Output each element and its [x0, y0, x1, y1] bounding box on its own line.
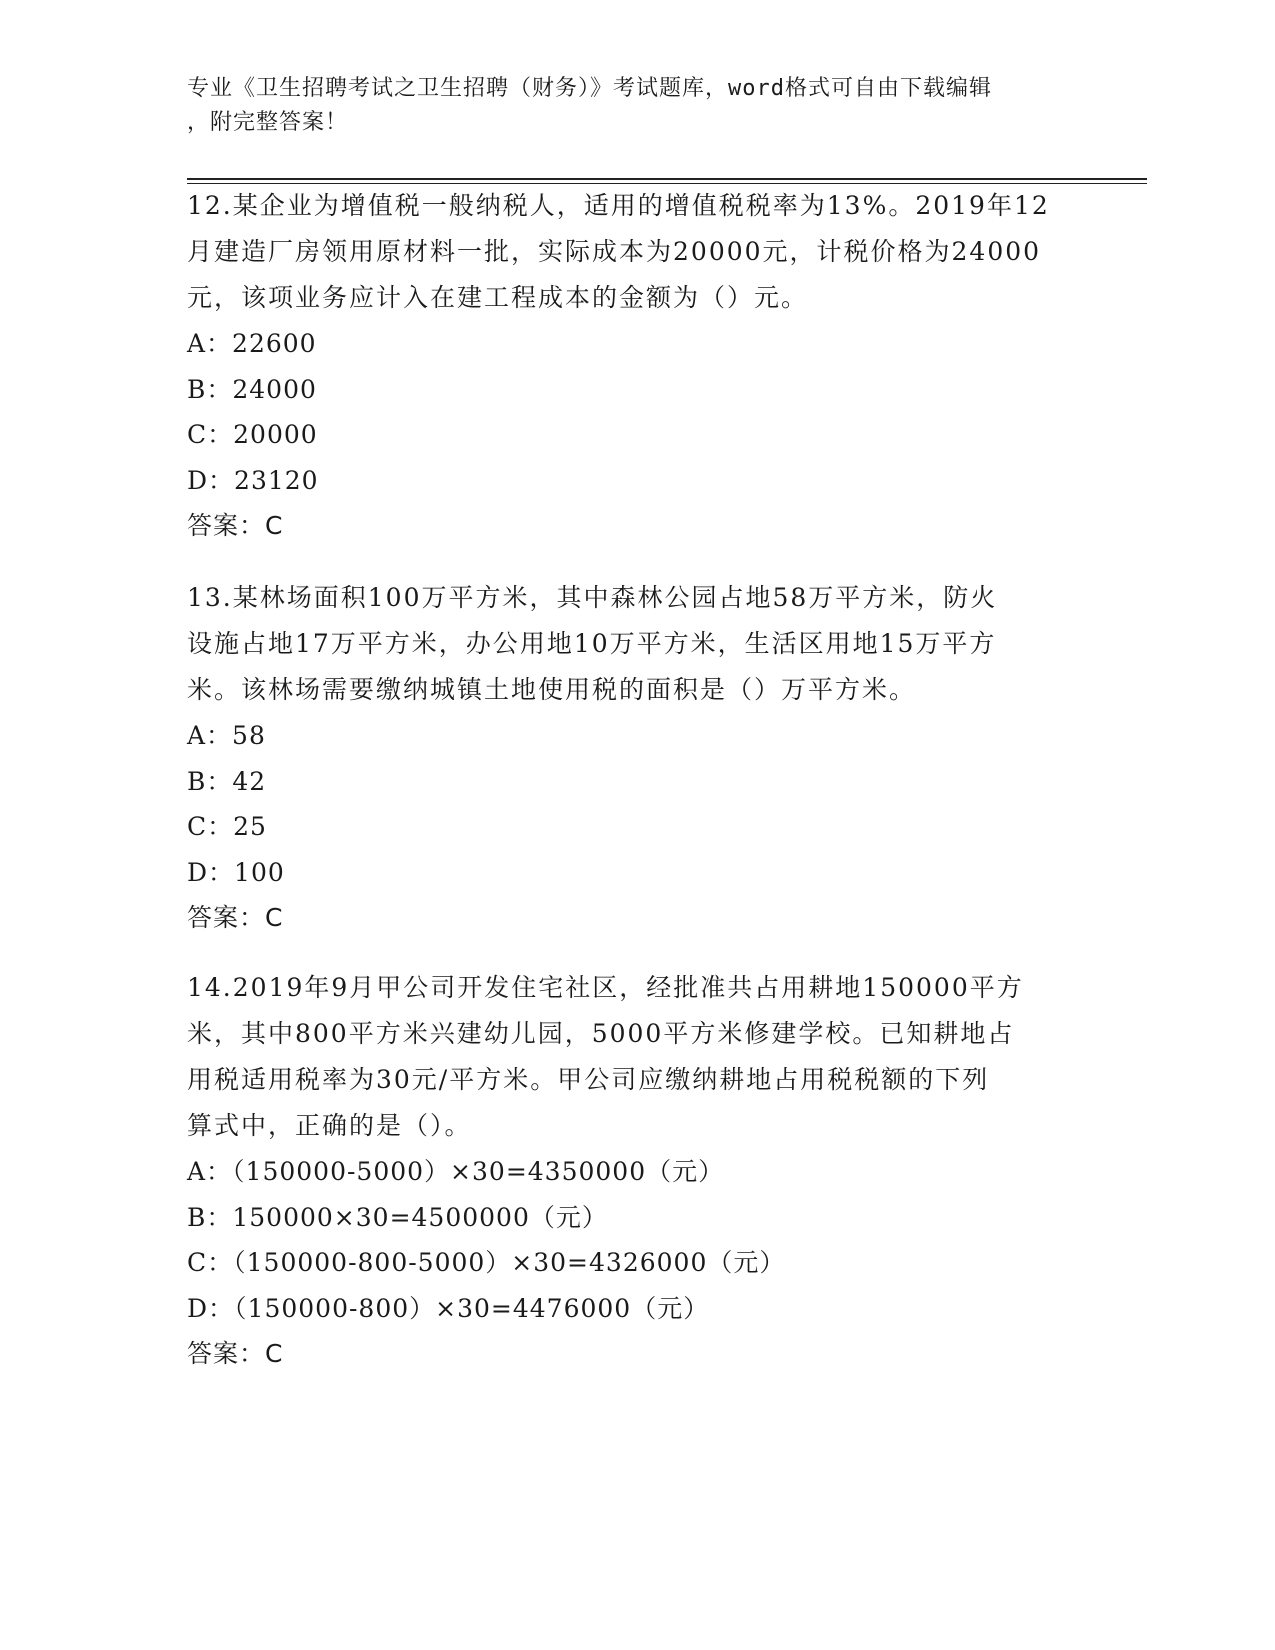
- question-14: [187, 965, 1087, 1377]
- option-c: C：25: [187, 812, 267, 841]
- stem-line: 米，其中800平方米兴建幼儿园，5000平方米修建学校。已知耕地占: [187, 1019, 1015, 1048]
- option-a: A：58: [187, 721, 266, 750]
- option-a: A：22600: [187, 329, 317, 358]
- header-line-1: 专业《卫生招聘考试之卫生招聘（财务）》考试题库，word格式可自由下载编辑: [187, 76, 992, 101]
- question-12: [187, 183, 1087, 549]
- header-line-2: ，附完整答案！: [187, 110, 349, 135]
- option-c: C：（150000-800-5000）×30=4326000（元）: [187, 1248, 786, 1277]
- stem-line: 米。该林场需要缴纳城镇土地使用税的面积是（）万平方米。: [187, 675, 917, 704]
- document-header: [187, 72, 1087, 140]
- stem-line: 月建造厂房领用原材料一批，实际成本为20000元，计税价格为24000: [187, 237, 1042, 266]
- stem-line: 用税适用税率为30元/平方米。甲公司应缴纳耕地占用税税额的下列: [187, 1065, 990, 1094]
- stem-line: 设施占地17万平方米，办公用地10万平方米，生活区用地15万平方: [187, 629, 997, 658]
- option-b: B：150000×30=4500000（元）: [187, 1202, 608, 1232]
- stem-line: 12.某企业为增值税一般纳税人，适用的增值税税率为13%。2019年12: [187, 191, 1050, 220]
- option-c: C：20000: [187, 420, 318, 449]
- option-b: B：24000: [187, 374, 317, 404]
- question-stem: [187, 965, 1087, 1149]
- option-a: A：（150000-5000）×30=4350000（元）: [187, 1157, 725, 1186]
- option-d: D：100: [187, 857, 285, 887]
- option-b: B：42: [187, 766, 267, 796]
- question-stem: [187, 575, 1087, 713]
- stem-line: 元，该项业务应计入在建工程成本的金额为（）元。: [187, 283, 809, 312]
- answer: 答案：C: [187, 903, 284, 932]
- stem-line: 14.2019年9月甲公司开发住宅社区，经批准共占用耕地150000平方: [187, 973, 1024, 1002]
- question-13: [187, 575, 1087, 941]
- question-stem: [187, 183, 1087, 321]
- option-d: D：（150000-800）×30=4476000（元）: [187, 1293, 710, 1323]
- stem-line: 算式中，正确的是（）。: [187, 1111, 472, 1140]
- answer: 答案：C: [187, 1339, 284, 1368]
- stem-line: 13.某林场面积100万平方米，其中森林公园占地58万平方米，防火: [187, 583, 998, 612]
- answer: 答案：C: [187, 511, 284, 540]
- option-d: D：23120: [187, 465, 319, 495]
